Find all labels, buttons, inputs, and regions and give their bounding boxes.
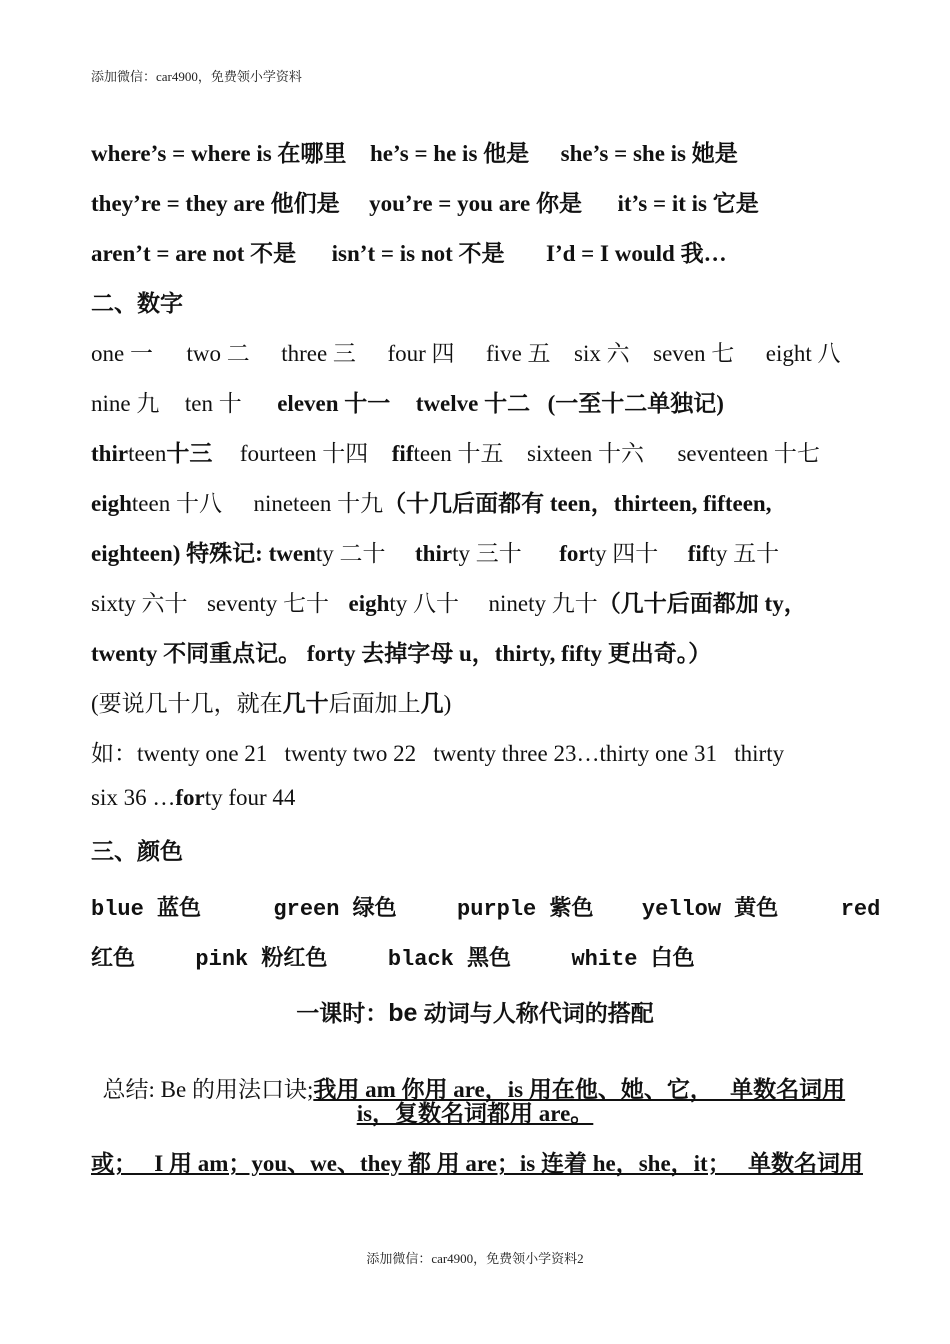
number-seventy: seventy 七十 — [206, 591, 329, 616]
forty-stem: for — [559, 541, 589, 566]
contraction-you: you’re = you are 你是 — [369, 191, 582, 216]
number-seven: seven 七 — [653, 341, 735, 366]
lesson-title — [0, 995, 950, 1028]
number-one: one 一 — [91, 341, 153, 366]
fifty-suffix: ty 五十 — [709, 541, 780, 566]
number-six: six 六 — [574, 341, 630, 366]
lesson-title-rest: 动词与人称代词的搭配 — [417, 1000, 654, 1026]
twenty-suffix: ty 二十 — [315, 541, 386, 566]
colors-row-2 — [91, 941, 695, 972]
color-green: green 绿色 — [273, 897, 397, 922]
color-white: white 白色 — [571, 947, 695, 972]
number-sixteen: sixteen 十六 — [527, 441, 644, 466]
thirty-suffix: ty 三十 — [452, 541, 522, 566]
numbers-row-8 — [91, 685, 451, 718]
contraction-it: it’s = it is 它是 — [617, 191, 759, 216]
note-one-to-twelve: (一至十二单独记) — [547, 391, 724, 416]
lesson-title-prefix: 一课时： — [296, 1000, 389, 1026]
compound-note-tens: 几十 — [282, 691, 329, 716]
color-purple: purple 紫色 — [457, 897, 594, 922]
numbers-row-6 — [91, 585, 807, 618]
number-nineteen: nineteen 十九 — [253, 491, 384, 516]
eighty-stem: eigh — [348, 591, 390, 616]
eighteen-suffix: teen 十八 — [131, 491, 222, 516]
contraction-he: he’s = he is 他是 — [369, 141, 530, 166]
summary-prefix: 总结: Be 的用法口诀; — [102, 1077, 314, 1102]
numbers-row-2 — [91, 385, 724, 418]
compound-note-a: (要说几十几，就在 — [91, 691, 283, 716]
number-fourteen: fourteen 十四 — [239, 441, 369, 466]
alternative-rule-line: 或； I 用 am；you、we、they 都 用 are；is 连着 he，she，it； 单数名词用 — [91, 1151, 863, 1176]
number-five: five 五 — [486, 341, 551, 366]
forty-suffix: ty 四十 — [588, 541, 659, 566]
number-seventeen: seventeen 十七 — [677, 441, 820, 466]
contraction-they: they’re = they are 他们是 — [91, 191, 340, 216]
summary-line-2: is，复数名词都用 are。 — [356, 1101, 594, 1126]
color-red-en: red — [840, 897, 881, 922]
color-black: black 黑色 — [387, 947, 512, 972]
ty-rule-note: （几十后面都加 ty， — [597, 591, 807, 616]
eighty-suffix: ty 八十 — [389, 591, 460, 616]
compound-note-end: ) — [443, 691, 452, 716]
number-ten: ten 十 — [184, 391, 242, 416]
eighteen-stem: eigh — [91, 491, 132, 516]
color-pink: pink 粉红色 — [195, 947, 328, 972]
example-thirty-six: six 36 … — [91, 785, 176, 810]
number-eight: eight 八 — [765, 341, 841, 366]
twenty-stem: twen — [268, 541, 316, 566]
number-eleven: eleven 十一 — [277, 391, 391, 416]
contraction-where: where’s = where is 在哪里 — [91, 141, 347, 166]
fifty-stem: fif — [687, 541, 710, 566]
contraction-line-2 — [91, 185, 759, 218]
colors-heading: 三、颜色 — [91, 839, 183, 864]
number-sixty: sixty 六十 — [91, 591, 188, 616]
numbers-row-9: 如：twenty one 21 twenty two 22 twenty three 23…thirty one 31 thirty — [91, 741, 785, 766]
contraction-id: I’d = I would 我… — [546, 241, 727, 266]
thirteen-suffix: teen — [128, 441, 167, 466]
number-four: four 四 — [387, 341, 455, 366]
teen-rule-note: （十几后面都有 teen，thirteen, fifteen, — [383, 491, 772, 516]
thirteen-cn: 十三 — [166, 441, 213, 466]
numbers-row-5 — [91, 535, 779, 568]
number-three: three 三 — [281, 341, 356, 366]
contraction-line-1 — [91, 135, 738, 168]
compound-note-ones: 几 — [420, 691, 444, 716]
contraction-line-3 — [91, 235, 727, 268]
fifteen-suffix: teen 十五 — [413, 441, 504, 466]
numbers-row-1 — [91, 335, 841, 368]
thirteen-stem: thir — [91, 441, 129, 466]
fifteen-stem: fif — [391, 441, 414, 466]
number-nine: nine 九 — [91, 391, 160, 416]
special-note: eighteen) 特殊记: — [91, 541, 263, 566]
summary-rule: 我用 am 你用 are，is 用在他、她、它， 单数名词用 — [313, 1077, 846, 1102]
numbers-row-10 — [91, 785, 295, 811]
page-header: 添加微信：car4900，免费领小学资料 — [91, 69, 302, 84]
contraction-isnt: isn’t = is not 不是 — [331, 241, 505, 266]
numbers-row-3 — [91, 435, 820, 468]
numbers-heading: 二、数字 — [91, 291, 183, 316]
forty-four-suffix: ty four 44 — [204, 785, 296, 810]
thirty-stem: thir — [415, 541, 453, 566]
number-ninety: ninety 九十 — [488, 591, 598, 616]
numbers-row-4 — [91, 485, 771, 518]
contraction-arent: aren’t = are not 不是 — [91, 241, 297, 266]
numbers-row-7: twenty 不同重点记。 forty 去掉字母 u，thirty, fifty 更出奇。） — [91, 641, 712, 666]
number-twelve: twelve 十二 — [415, 391, 531, 416]
color-red-cn: 红色 — [91, 947, 136, 972]
lesson-title-be: be — [388, 999, 418, 1027]
contraction-she: she’s = she is 她是 — [560, 141, 738, 166]
number-two: two 二 — [186, 341, 250, 366]
page-footer: 添加微信：car4900，免费领小学资料2 — [366, 1251, 584, 1266]
colors-row-1 — [91, 891, 880, 922]
color-blue: blue 蓝色 — [91, 897, 202, 922]
forty-four-stem: for — [175, 785, 205, 810]
compound-note-c: 后面加上 — [328, 691, 421, 716]
color-yellow: yellow 黄色 — [641, 897, 779, 922]
